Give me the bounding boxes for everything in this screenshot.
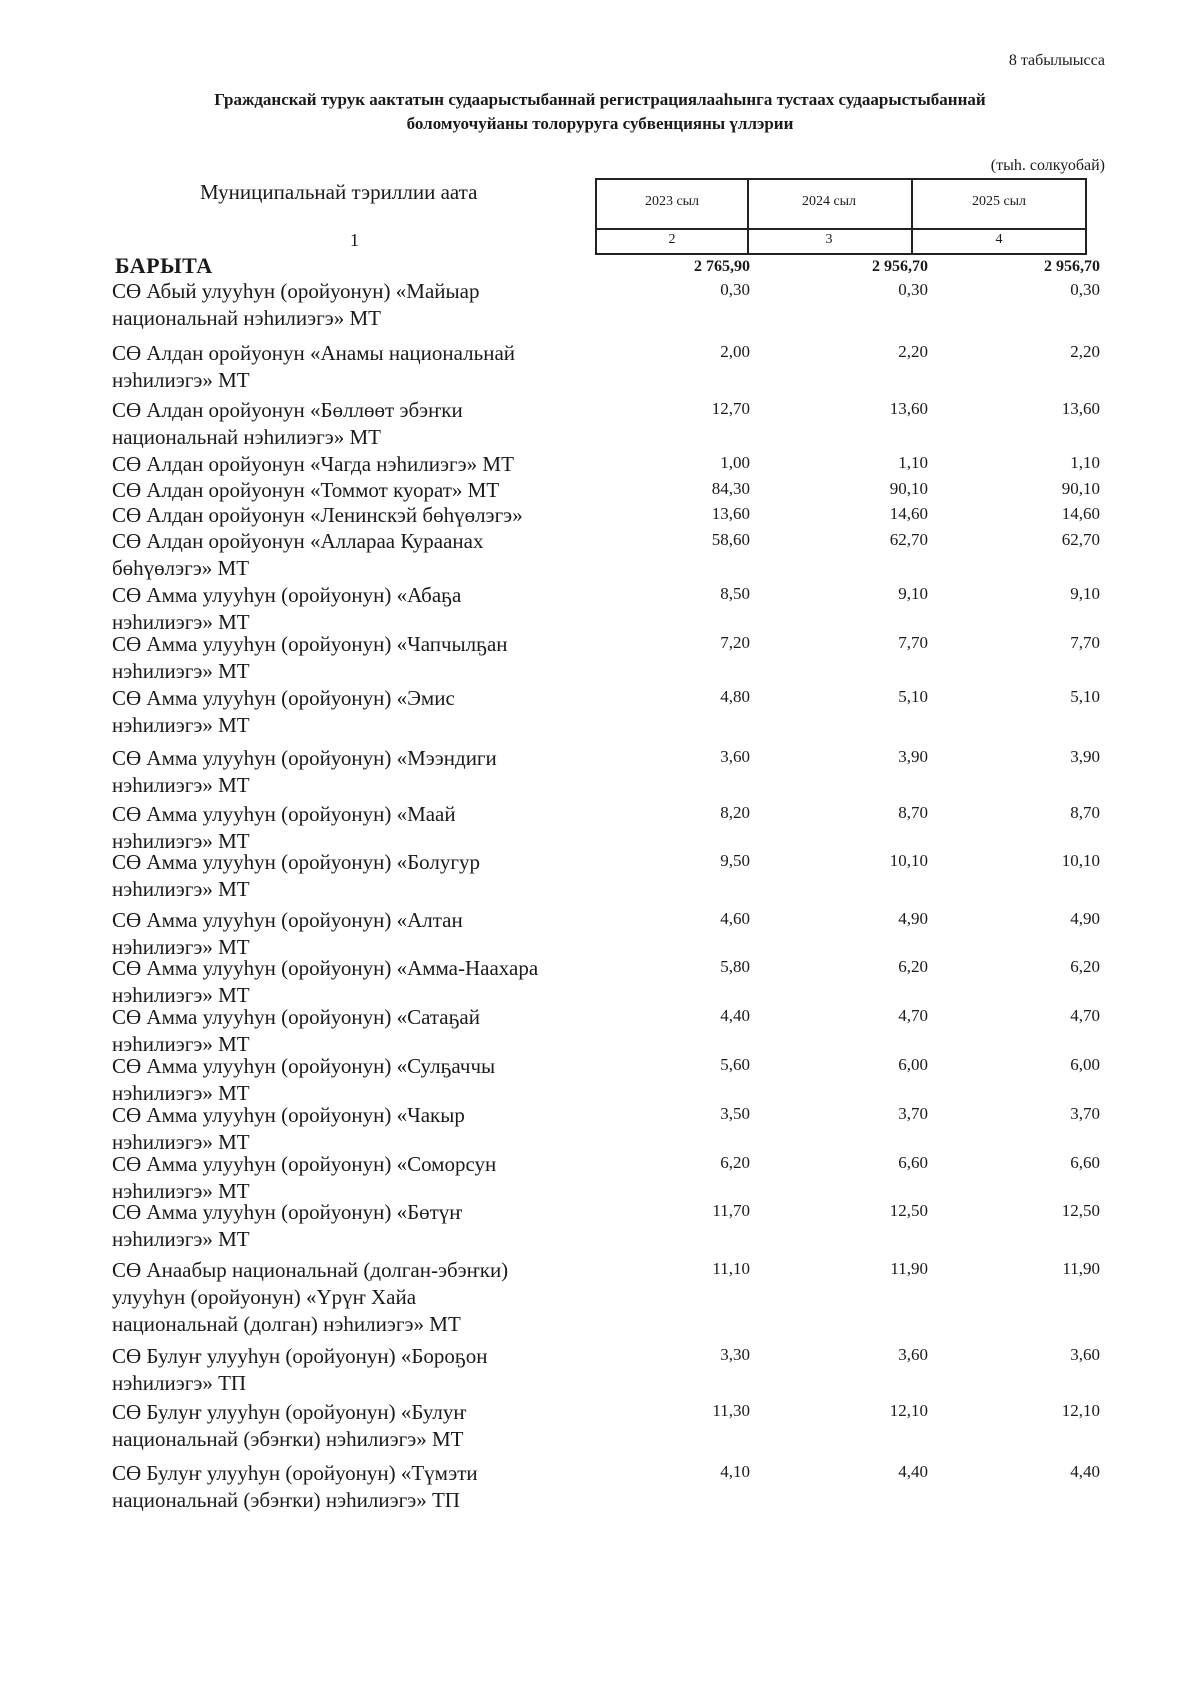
value-2023: 5,80	[720, 957, 750, 976]
value-2025: 10,10	[1061, 851, 1100, 870]
value-2023: 4,40	[720, 1006, 750, 1025]
value-2025: 2,20	[1070, 342, 1100, 361]
value-2025: 1,10	[1070, 453, 1100, 472]
municipality-name-line: нэһилиэгэ» МТ	[112, 773, 250, 797]
value-2025: 6,20	[1070, 957, 1100, 976]
value-2023: 8,20	[720, 803, 750, 822]
municipality-name-line: нэһилиэгэ» МТ	[112, 1032, 250, 1056]
value-2024: 62,70	[889, 530, 928, 549]
municipality-name-line: СӨ Амма улууһун (оройуонун) «Болугур	[112, 850, 480, 874]
municipality-name-line: СӨ Анаабыр национальнай (долган-эбэҥки)	[112, 1258, 509, 1282]
value-2025: 6,60	[1070, 1153, 1100, 1172]
municipality-name	[112, 849, 612, 903]
municipality-name	[112, 1343, 612, 1397]
municipality-name-line: нэһилиэгэ» МТ	[112, 877, 250, 901]
value-2024: 10,10	[889, 851, 928, 870]
municipality-name-line: СӨ Амма улууһун (оройуонун) «Мээндиги	[112, 746, 497, 770]
value-2025: 12,50	[1061, 1201, 1100, 1220]
municipality-name-line: нэһилиэгэ» МТ	[112, 1130, 250, 1154]
year-2024-header: 2024 сыл	[801, 194, 857, 209]
total-label: БАРЫТА	[115, 253, 213, 278]
value-2024: 90,10	[889, 479, 928, 498]
municipality-name-line: СӨ Алдан оройуонун «Томмот куорат» МТ	[112, 478, 500, 502]
municipality-name-line: нэһилиэгэ» МТ	[112, 1179, 250, 1203]
value-2023: 3,50	[720, 1104, 750, 1123]
municipality-name	[112, 1053, 612, 1107]
municipality-name	[112, 1004, 612, 1058]
municipality-name	[112, 582, 612, 636]
value-2024: 3,90	[898, 747, 928, 766]
municipality-name-line: СӨ Амма улууһун (оройуонун) «Чапчылҕан	[112, 632, 508, 656]
municipality-name-line: национальнай (долган) нэһилиэгэ» МТ	[112, 1312, 461, 1336]
municipality-name-line: нэһилиэгэ» МТ	[112, 983, 250, 1007]
total-2024: 2 956,70	[872, 258, 928, 275]
column-number-2: 2	[668, 232, 676, 247]
value-2023: 4,60	[720, 909, 750, 928]
municipality-name-line: СӨ Амма улууһун (оройуонун) «Амма-Наахара	[112, 956, 539, 980]
value-2025: 8,70	[1070, 803, 1100, 822]
municipality-name-line: СӨ Амма улууһун (оройуонун) «Эмис	[112, 686, 455, 710]
value-2023: 4,10	[720, 1462, 750, 1481]
column-number-3: 3	[825, 232, 833, 247]
municipality-name	[112, 397, 612, 451]
value-2023: 84,30	[711, 479, 750, 498]
value-2024: 2,20	[898, 342, 928, 361]
value-2025: 62,70	[1061, 530, 1100, 549]
value-2025: 13,60	[1061, 399, 1100, 418]
municipality-name-line: нэһилиэгэ» МТ	[112, 829, 250, 853]
municipality-name-line: СӨ Алдан оройуонун «Чагда нэһилиэгэ» МТ	[112, 452, 514, 476]
municipality-name-line: СӨ Алдан оройуонун «Анамы национальнай	[112, 341, 516, 365]
municipality-name	[112, 278, 612, 332]
total-2025: 2 956,70	[1044, 258, 1100, 275]
value-2025: 3,90	[1070, 747, 1100, 766]
value-2025: 6,00	[1070, 1055, 1100, 1074]
value-2023: 4,80	[720, 687, 750, 706]
municipality-name-line: нэһилиэгэ» МТ	[112, 1081, 250, 1105]
value-2024: 3,60	[898, 1345, 928, 1364]
municipality-name-line: СӨ Амма улууһун (оройуонун) «Соморсун	[112, 1152, 497, 1176]
value-2023: 58,60	[711, 530, 750, 549]
name-column-number: 1	[350, 230, 359, 250]
value-2024: 11,90	[890, 1259, 928, 1278]
value-2025: 9,10	[1070, 584, 1100, 603]
municipality-name-line: СӨ Амма улууһун (оройуонун) «Бөтүҥ	[112, 1200, 463, 1224]
value-2024: 14,60	[889, 504, 928, 523]
municipality-name-line: нэһилиэгэ» МТ	[112, 713, 250, 737]
value-2025: 7,70	[1070, 633, 1100, 652]
value-2025: 90,10	[1061, 479, 1100, 498]
year-header-table	[595, 178, 1087, 255]
value-2024: 12,10	[889, 1401, 928, 1420]
municipality-name	[112, 1399, 612, 1453]
municipality-name-line: национальнай нэһилиэгэ» МТ	[112, 425, 381, 449]
municipality-name	[112, 451, 612, 478]
value-2025: 4,40	[1070, 1462, 1100, 1481]
municipality-name-line: СӨ Амма улууһун (оройуонун) «Чакыр	[112, 1103, 465, 1127]
municipality-name	[112, 502, 612, 529]
value-2023: 0,30	[720, 280, 750, 299]
value-2024: 5,10	[898, 687, 928, 706]
value-2025: 3,70	[1070, 1104, 1100, 1123]
municipality-name-line: нэһилиэгэ» МТ	[112, 610, 250, 634]
value-2023: 11,10	[712, 1259, 750, 1278]
value-2023: 7,20	[720, 633, 750, 652]
municipality-name	[112, 1460, 612, 1514]
municipality-name-line: национальнай (эбэҥки) нэһилиэгэ» ТП	[112, 1488, 460, 1512]
municipality-name-line: нэһилиэгэ» МТ	[112, 1227, 250, 1251]
municipality-name-line: нэһилиэгэ» МТ	[112, 368, 250, 392]
value-2024: 8,70	[898, 803, 928, 822]
municipality-name-line: СӨ Булуҥ улууһун (оройуонун) «Бороҕон	[112, 1344, 488, 1368]
value-2023: 5,60	[720, 1055, 750, 1074]
header-divider	[597, 228, 1085, 230]
value-2024: 13,60	[889, 399, 928, 418]
value-2024: 4,70	[898, 1006, 928, 1025]
value-2024: 6,60	[898, 1153, 928, 1172]
municipality-name-line: бөһүөлэгэ» МТ	[112, 556, 250, 580]
title-line-1: Гражданскай турук аактатын судаарыстыбаннай регистрациялааһынга тустаах судаарыстыбаннай	[214, 90, 986, 109]
municipality-name-line: СӨ Амма улууһун (оройуонун) «Алтан	[112, 908, 463, 932]
municipality-name-line: нэһилиэгэ» ТП	[112, 1371, 247, 1395]
municipality-name	[112, 801, 612, 855]
municipality-name	[112, 1151, 612, 1205]
page-label: 8 табылыысса	[1008, 52, 1105, 69]
value-2025: 4,70	[1070, 1006, 1100, 1025]
value-2024: 4,90	[898, 909, 928, 928]
municipality-name	[112, 955, 612, 1009]
title-line-2: боломуочуйаны толоруруга субвенцияны үллэрии	[406, 114, 794, 133]
year-2023-header: 2023 сыл	[644, 194, 700, 209]
municipality-name-line: СӨ Алдан оройуонун «Бөллөөт эбэҥки	[112, 398, 463, 422]
municipality-name-line: СӨ Амма улууһун (оройуонун) «Сулҕаччы	[112, 1054, 496, 1078]
value-2023: 8,50	[720, 584, 750, 603]
value-2023: 6,20	[720, 1153, 750, 1172]
value-2024: 12,50	[889, 1201, 928, 1220]
units-note: (тыһ. солкуобай)	[990, 157, 1105, 174]
value-2023: 11,30	[712, 1401, 750, 1420]
municipality-name	[112, 685, 612, 739]
municipality-name-line: СӨ Амма улууһун (оройуонун) «Маай	[112, 802, 456, 826]
municipality-name	[112, 477, 612, 504]
name-column-header: Муниципальнай тэриллии аата	[200, 180, 478, 204]
municipality-name-line: нэһилиэгэ» МТ	[112, 935, 250, 959]
value-2025: 0,30	[1070, 280, 1100, 299]
value-2023: 3,30	[720, 1345, 750, 1364]
municipality-name	[112, 907, 612, 961]
column-number-4: 4	[995, 232, 1003, 247]
municipality-name-line: СӨ Булуҥ улууһун (оройуонун) «Булуҥ	[112, 1400, 467, 1424]
municipality-name	[112, 631, 612, 685]
municipality-name-line: СӨ Алдан оройуонун «Ленинскэй бөһүөлэгэ»	[112, 503, 523, 527]
value-2024: 6,00	[898, 1055, 928, 1074]
municipality-name	[112, 1257, 612, 1338]
municipality-name	[112, 340, 612, 394]
municipality-name-line: улууһун (оройуонун) «Үрүҥ Хайа	[112, 1285, 417, 1309]
value-2025: 3,60	[1070, 1345, 1100, 1364]
value-2025: 12,10	[1061, 1401, 1100, 1420]
municipality-name-line: СӨ Амма улууһун (оройуонун) «Абаҕа	[112, 583, 462, 607]
value-2024: 4,40	[898, 1462, 928, 1481]
value-2023: 9,50	[720, 851, 750, 870]
value-2024: 3,70	[898, 1104, 928, 1123]
municipality-name	[112, 1102, 612, 1156]
year-2025-header: 2025 сыл	[971, 194, 1027, 209]
value-2024: 7,70	[898, 633, 928, 652]
value-2023: 2,00	[720, 342, 750, 361]
value-2025: 11,90	[1062, 1259, 1100, 1278]
total-2023: 2 765,90	[694, 258, 750, 275]
municipality-name-line: СӨ Булуҥ улууһун (оройуонун) «Түмэти	[112, 1461, 478, 1485]
municipality-name	[112, 1199, 612, 1253]
value-2023: 11,70	[712, 1201, 750, 1220]
municipality-name	[112, 528, 612, 582]
municipality-name-line: национальнай нэһилиэгэ» МТ	[112, 306, 381, 330]
municipality-name-line: СӨ Алдан оройуонун «Аллараа Кураанах	[112, 529, 484, 553]
municipality-name-line: национальнай (эбэҥки) нэһилиэгэ» МТ	[112, 1427, 464, 1451]
value-2025: 14,60	[1061, 504, 1100, 523]
value-2023: 3,60	[720, 747, 750, 766]
municipality-name-line: СӨ Амма улууһун (оройуонун) «Сатаҕай	[112, 1005, 480, 1029]
value-2025: 4,90	[1070, 909, 1100, 928]
value-2023: 1,00	[720, 453, 750, 472]
municipality-name-line: СӨ Абый улууһун (оройуонун) «Майыар	[112, 279, 480, 303]
value-2024: 1,10	[898, 453, 928, 472]
value-2024: 9,10	[898, 584, 928, 603]
municipality-name-line: нэһилиэгэ» МТ	[112, 659, 250, 683]
value-2023: 13,60	[711, 504, 750, 523]
municipality-name	[112, 745, 612, 799]
value-2024: 6,20	[898, 957, 928, 976]
value-2023: 12,70	[711, 399, 750, 418]
document-title	[100, 88, 1100, 136]
value-2024: 0,30	[898, 280, 928, 299]
value-2025: 5,10	[1070, 687, 1100, 706]
